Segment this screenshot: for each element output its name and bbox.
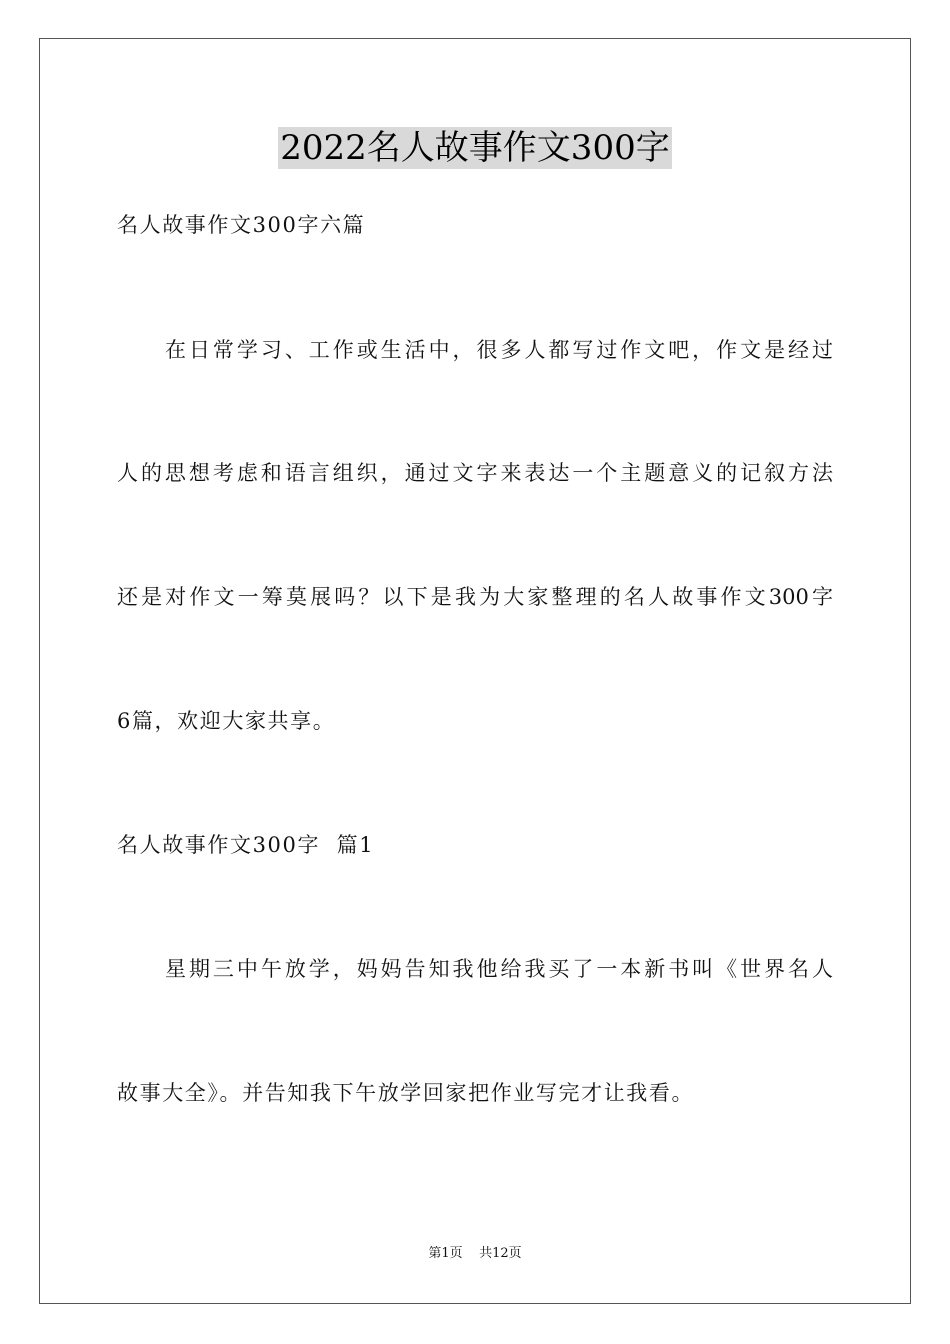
title-block: [0, 127, 950, 169]
page-footer: [0, 1245, 950, 1263]
paragraph-line: 还是对作文一筹莫展吗？以下是我为大家整理的名人故事作文300字: [117, 585, 833, 609]
paragraph-line: 6篇，欢迎大家共享。: [117, 709, 336, 733]
document-subtitle: 名人故事作文300字六篇: [117, 213, 366, 237]
section-heading: 名人故事作文300字 篇1: [117, 833, 375, 857]
page-total: 共12页: [479, 1246, 522, 1261]
paragraph-line: 故事大全》。并告知我下午放学回家把作业写完才让我看。: [117, 1081, 695, 1105]
paragraph-line: 人的思想考虑和语言组织，通过文字来表达一个主题意义的记叙方法: [117, 461, 833, 485]
paragraph-line: 星期三中午放学，妈妈告知我他给我买了一本新书叫《世界名人: [165, 957, 833, 981]
document-title: 2022名人故事作文300字: [280, 128, 670, 168]
paragraph-line: 在日常学习、工作或生活中，很多人都写过作文吧，作文是经过: [165, 338, 833, 362]
page-number: 第1页: [428, 1246, 463, 1261]
